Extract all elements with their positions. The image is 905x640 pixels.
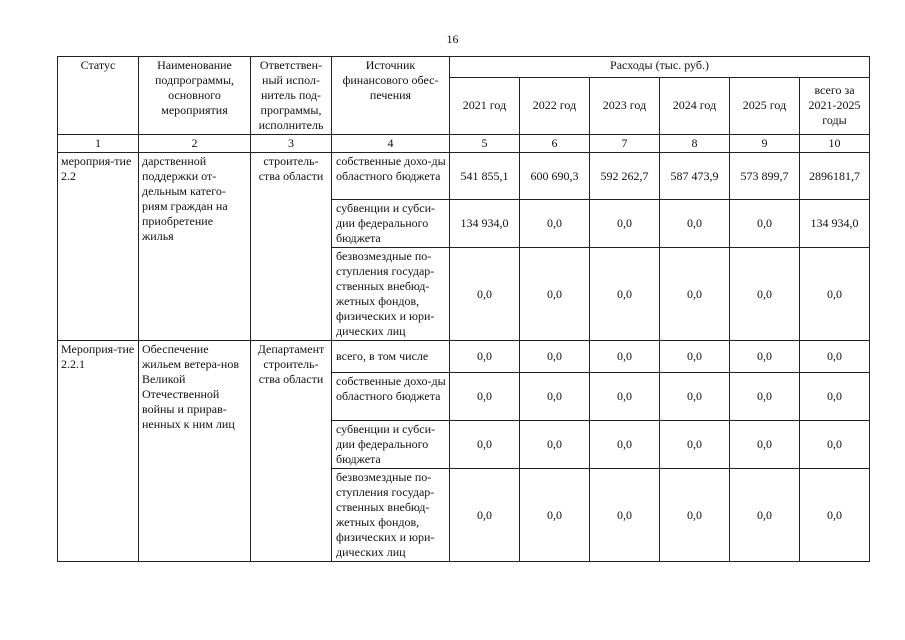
value-2022: 600 690,3 — [520, 153, 590, 200]
table-row — [58, 341, 870, 373]
value-2023: 0,0 — [590, 421, 660, 469]
value-2022: 0,0 — [520, 469, 590, 562]
column-number-row — [58, 135, 870, 153]
header-status: Статус — [58, 57, 139, 135]
value-2025: 0,0 — [730, 373, 800, 421]
value-2025: 0,0 — [730, 341, 800, 373]
value-2024: 0,0 — [660, 373, 730, 421]
value-total: 0,0 — [800, 248, 870, 341]
value-total: 134 934,0 — [800, 200, 870, 248]
value-total: 2896181,7 — [800, 153, 870, 200]
source-cell: собственные дохо-ды областного бюджета — [332, 373, 450, 421]
column-number: 3 — [251, 135, 332, 153]
column-number: 7 — [590, 135, 660, 153]
page-number: 16 — [446, 32, 459, 46]
value-2021: 0,0 — [450, 341, 520, 373]
value-2023: 0,0 — [590, 200, 660, 248]
source-cell: субвенции и субси-дии федерального бюджета — [332, 421, 450, 469]
value-total: 0,0 — [800, 373, 870, 421]
value-total: 0,0 — [800, 469, 870, 562]
column-number: 2 — [139, 135, 251, 153]
column-number: 10 — [800, 135, 870, 153]
value-total: 0,0 — [800, 421, 870, 469]
value-2025: 0,0 — [730, 248, 800, 341]
header-expenses: Расходы (тыс. руб.) — [450, 57, 870, 78]
source-cell: безвозмездные по-ступления государ-ственных внебюд-жетных фондов, физических и юри-дических лиц — [332, 248, 450, 341]
value-2024: 0,0 — [660, 421, 730, 469]
table-body — [58, 153, 870, 562]
value-2023: 0,0 — [590, 248, 660, 341]
header-year-2024: 2024 год — [660, 77, 730, 134]
value-2022: 0,0 — [520, 248, 590, 341]
value-2024: 0,0 — [660, 341, 730, 373]
value-2023: 0,0 — [590, 341, 660, 373]
value-2021: 134 934,0 — [450, 200, 520, 248]
responsible-cell: строитель-ства области — [251, 153, 332, 341]
value-2021: 541 855,1 — [450, 153, 520, 200]
value-2021: 0,0 — [450, 248, 520, 341]
value-2022: 0,0 — [520, 373, 590, 421]
value-2024: 0,0 — [660, 469, 730, 562]
name-cell: дарственной поддержки от-дельным катего-риям граждан на приобретение жилья — [139, 153, 251, 341]
value-2023: 0,0 — [590, 373, 660, 421]
value-total: 0,0 — [800, 341, 870, 373]
status-cell: мероприя-тие 2.2 — [58, 153, 139, 341]
source-cell: субвенции и субси-дии федерального бюджета — [332, 200, 450, 248]
column-number: 5 — [450, 135, 520, 153]
value-2025: 573 899,7 — [730, 153, 800, 200]
header-year-2022: 2022 год — [520, 77, 590, 134]
value-2022: 0,0 — [520, 200, 590, 248]
value-2025: 0,0 — [730, 200, 800, 248]
value-2024: 0,0 — [660, 200, 730, 248]
value-2021: 0,0 — [450, 373, 520, 421]
column-number: 1 — [58, 135, 139, 153]
value-2025: 0,0 — [730, 421, 800, 469]
source-cell: безвозмездные по-ступления государ-ственных внебюд-жетных фондов, физических и юри-дических лиц — [332, 469, 450, 562]
value-2022: 0,0 — [520, 421, 590, 469]
value-2025: 0,0 — [730, 469, 800, 562]
budget-table — [57, 56, 870, 562]
header-responsible: Ответствен-ный испол-нитель под-программы, исполнитель — [251, 57, 332, 135]
value-2021: 0,0 — [450, 421, 520, 469]
header-year-2025: 2025 год — [730, 77, 800, 134]
header-total: всего за 2021-2025 годы — [800, 77, 870, 134]
value-2023: 592 262,7 — [590, 153, 660, 200]
header-year-2023: 2023 год — [590, 77, 660, 134]
source-cell: всего, в том числе — [332, 341, 450, 373]
value-2024: 0,0 — [660, 248, 730, 341]
header-name: Наименование подпрограммы, основного мероприятия — [139, 57, 251, 135]
column-number: 8 — [660, 135, 730, 153]
table-row — [58, 153, 870, 200]
value-2021: 0,0 — [450, 469, 520, 562]
table-header — [58, 57, 870, 153]
responsible-cell: Департамент строитель-ства области — [251, 341, 332, 562]
column-number: 6 — [520, 135, 590, 153]
header-year-2021: 2021 год — [450, 77, 520, 134]
value-2024: 587 473,9 — [660, 153, 730, 200]
name-cell: Обеспечение жильем ветера-нов Великой Отечественной войны и прирав-ненных к ним лиц — [139, 341, 251, 562]
value-2022: 0,0 — [520, 341, 590, 373]
value-2023: 0,0 — [590, 469, 660, 562]
status-cell: Мероприя-тие 2.2.1 — [58, 341, 139, 562]
column-number: 4 — [332, 135, 450, 153]
header-source: Источник финансового обес-печения — [332, 57, 450, 135]
source-cell: собственные дохо-ды областного бюджета — [332, 153, 450, 200]
column-number: 9 — [730, 135, 800, 153]
